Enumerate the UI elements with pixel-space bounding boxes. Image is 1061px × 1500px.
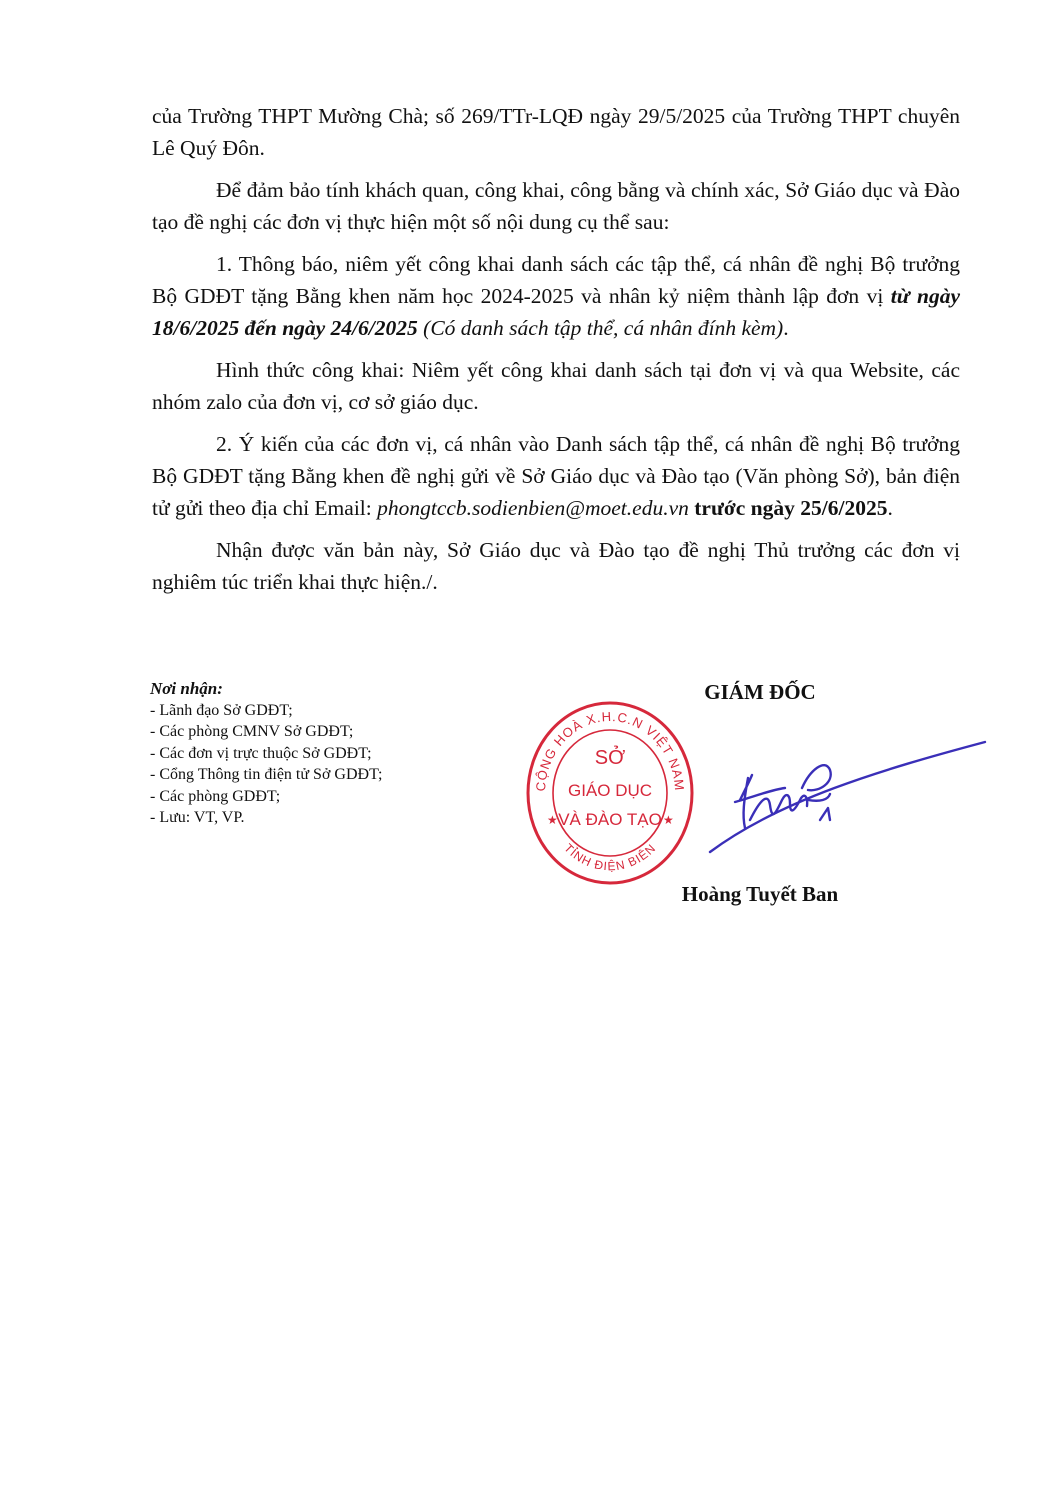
svg-text:TỈNH ĐIỆN BIÊN [561,841,658,874]
recipient-item: - Lưu: VT, VP. [150,809,245,826]
recipient-item: - Các phòng GDĐT; [150,787,281,805]
paragraph-5-end: . [887,496,893,520]
deadline: trước ngày 25/6/2025 [688,496,888,520]
recipient-item: - Cổng Thông tin điện tử Sở GDĐT; [150,766,383,783]
paragraph-3 [152,248,960,344]
recipients-heading: Nơi nhận: [150,679,223,698]
paragraph-3-end: . [783,316,789,340]
stamp-line-2: GIÁO DỤC [567,781,653,800]
paragraph-5-text: 2. Ý kiến của các đơn vị, cá nhân vào Danh sách tập thể, cá nhân đề nghị Bộ trưởng Bộ GDĐT tặng Bằng khen đề nghị gửi về Sở Giáo dục và Đào tạo (Văn phòng Sở), bản điện tử gửi theo địa chỉ Email: [152,432,960,520]
official-stamp [525,698,695,888]
stamp-ring-bottom: TỈNH ĐIỆN BIÊN [561,840,659,874]
paragraph-4: Hình thức công khai: Niêm yết công khai danh sách tại đơn vị và qua Website, các nhóm zalo của đơn vị, cơ sở giáo dục. [152,358,960,414]
posting-period: từ ngày 18/6/2025 đến ngày 24/6/2025 [152,284,960,340]
email-address: phongtccb.sodienbien@moet.edu.vn [377,496,689,520]
signer-name: Hoàng Tuyết Ban [681,882,839,906]
star-icon: ★ [547,813,558,827]
paragraph-5 [152,428,960,524]
recipients-list [150,700,510,829]
recipient-item: - Lãnh đạo Sở GDĐT; [150,701,293,719]
stamp-ring-top: CỘNG HOÀ X.H.C.N VIỆT NAM [532,708,688,792]
signer-title: GIÁM ĐỐC [704,680,816,704]
handwritten-signature [690,730,990,860]
stamp-line-3: VÀ ĐÀO TẠO [558,810,662,829]
recipient-item: - Các đơn vị trực thuộc Sở GDĐT; [150,744,372,762]
document-body [152,100,960,608]
paragraph-3-text: 1. Thông báo, niêm yết công khai danh sách các tập thể, cá nhân đề nghị Bộ trưởng Bộ GDĐT tặng Bằng khen năm học 2024-2025 và nhân kỷ niệm thành lập đơn vị [152,252,960,308]
star-icon: ★ [663,813,674,827]
recipients-block [150,678,510,829]
recipient-item: - Các phòng CMNV Sở GDĐT; [150,723,354,740]
paragraph-1: của Trường THPT Mường Chà; số 269/TTr-LQĐ ngày 29/5/2025 của Trường THPT chuyên Lê Quý Đôn. [152,104,960,160]
paragraph-2: Để đảm bảo tính khách quan, công khai, công bằng và chính xác, Sở Giáo dục và Đào tạo đề nghị các đơn vị thực hiện một số nội dung cụ thể sau: [152,178,960,234]
attachment-note: (Có danh sách tập thể, cá nhân đính kèm) [417,316,784,340]
stamp-line-1: SỞ [594,747,626,769]
paragraph-6: Nhận được văn bản này, Sở Giáo dục và Đào tạo đề nghị Thủ trưởng các đơn vị nghiêm túc triển khai thực hiện./. [152,538,960,594]
